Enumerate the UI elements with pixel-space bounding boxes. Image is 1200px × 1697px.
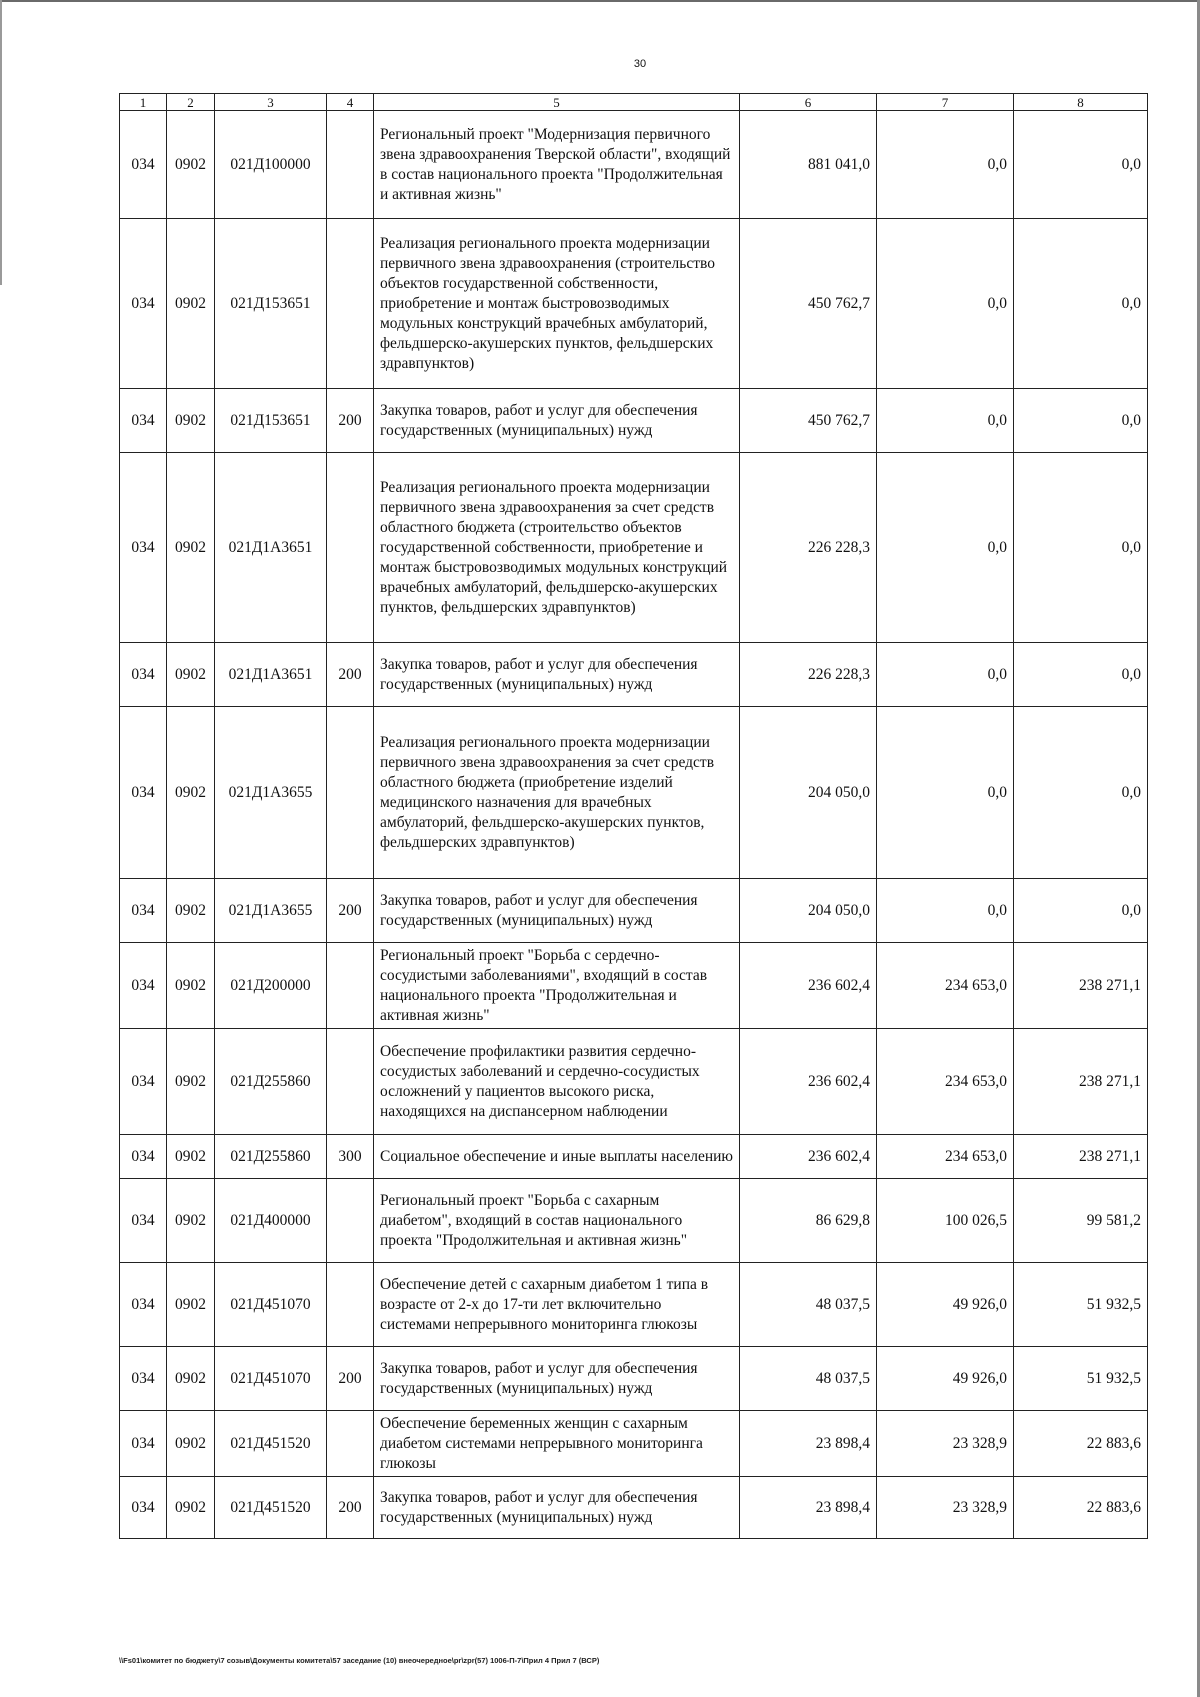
table-row xyxy=(120,943,1148,1029)
cell-amount-col7: 23 328,9 xyxy=(877,1411,1014,1477)
header-col-8: 8 xyxy=(1014,94,1148,111)
table-row xyxy=(120,111,1148,219)
cell-amount-col8: 238 271,1 xyxy=(1014,1135,1148,1179)
cell-target-code: 021Д1А3651 xyxy=(215,453,327,643)
cell-admin-code: 034 xyxy=(120,643,167,707)
cell-target-code: 021Д255860 xyxy=(215,1029,327,1135)
cell-amount-col6: 450 762,7 xyxy=(740,219,877,389)
cell-admin-code: 034 xyxy=(120,1263,167,1347)
cell-description: Реализация регионального проекта модернизации первичного звена здравоохранения (строительство объектов государственной собственности, приобретение и монтаж быстровозводимых модульных конструкций врачебных амбулаторий, фельдшерско-акушерских пунктов, фельдшерских здравпунктов) xyxy=(374,219,740,389)
cell-target-code: 021Д1А3651 xyxy=(215,643,327,707)
cell-section-code: 0902 xyxy=(167,643,215,707)
cell-expense-type: 200 xyxy=(327,1477,374,1539)
cell-amount-col7: 49 926,0 xyxy=(877,1263,1014,1347)
table-row xyxy=(120,1347,1148,1411)
cell-amount-col6: 226 228,3 xyxy=(740,453,877,643)
cell-expense-type: 200 xyxy=(327,389,374,453)
cell-target-code: 021Д451520 xyxy=(215,1411,327,1477)
table-row xyxy=(120,1179,1148,1263)
cell-section-code: 0902 xyxy=(167,1347,215,1411)
cell-expense-type xyxy=(327,707,374,879)
table-row xyxy=(120,1029,1148,1135)
cell-amount-col6: 23 898,4 xyxy=(740,1411,877,1477)
cell-amount-col6: 236 602,4 xyxy=(740,943,877,1029)
cell-description: Региональный проект "Борьба с сердечно-сосудистыми заболеваниями", входящий в состав национального проекта "Продолжительная и активная жизнь" xyxy=(374,943,740,1029)
cell-section-code: 0902 xyxy=(167,943,215,1029)
cell-amount-col7: 23 328,9 xyxy=(877,1477,1014,1539)
header-col-1: 1 xyxy=(120,94,167,111)
table-row xyxy=(120,1411,1148,1477)
scan-top-border xyxy=(0,0,1200,2)
cell-target-code: 021Д100000 xyxy=(215,111,327,219)
cell-admin-code: 034 xyxy=(120,1477,167,1539)
cell-amount-col7: 0,0 xyxy=(877,707,1014,879)
cell-amount-col6: 86 629,8 xyxy=(740,1179,877,1263)
cell-description: Закупка товаров, работ и услуг для обеспечения государственных (муниципальных) нужд xyxy=(374,389,740,453)
table-row xyxy=(120,1477,1148,1539)
cell-section-code: 0902 xyxy=(167,1411,215,1477)
cell-description: Обеспечение профилактики развития сердечно-сосудистых заболеваний и сердечно-сосудистых осложнений у пациентов высокого риска, находящихся на диспансерном наблюдении xyxy=(374,1029,740,1135)
table-row xyxy=(120,1135,1148,1179)
cell-amount-col7: 0,0 xyxy=(877,453,1014,643)
cell-description: Социальное обеспечение и иные выплаты населению xyxy=(374,1135,740,1179)
cell-admin-code: 034 xyxy=(120,219,167,389)
table-row xyxy=(120,389,1148,453)
cell-description: Обеспечение детей с сахарным диабетом 1 типа в возрасте от 2-х до 17-ти лет включительно системами непрерывного мониторинга глюкозы xyxy=(374,1263,740,1347)
cell-amount-col7: 234 653,0 xyxy=(877,1029,1014,1135)
cell-amount-col7: 100 026,5 xyxy=(877,1179,1014,1263)
cell-target-code: 021Д451070 xyxy=(215,1263,327,1347)
cell-amount-col6: 48 037,5 xyxy=(740,1347,877,1411)
header-row xyxy=(120,94,1148,111)
cell-amount-col7: 234 653,0 xyxy=(877,1135,1014,1179)
cell-admin-code: 034 xyxy=(120,1029,167,1135)
cell-target-code: 021Д1А3655 xyxy=(215,707,327,879)
cell-section-code: 0902 xyxy=(167,1263,215,1347)
header-col-5: 5 xyxy=(374,94,740,111)
cell-amount-col8: 0,0 xyxy=(1014,389,1148,453)
cell-amount-col8: 0,0 xyxy=(1014,643,1148,707)
cell-amount-col7: 0,0 xyxy=(877,219,1014,389)
cell-description: Закупка товаров, работ и услуг для обеспечения государственных (муниципальных) нужд xyxy=(374,1477,740,1539)
cell-description: Закупка товаров, работ и услуг для обеспечения государственных (муниципальных) нужд xyxy=(374,643,740,707)
cell-admin-code: 034 xyxy=(120,879,167,943)
cell-target-code: 021Д153651 xyxy=(215,219,327,389)
cell-amount-col6: 881 041,0 xyxy=(740,111,877,219)
cell-admin-code: 034 xyxy=(120,707,167,879)
cell-admin-code: 034 xyxy=(120,1135,167,1179)
cell-expense-type: 300 xyxy=(327,1135,374,1179)
cell-amount-col7: 49 926,0 xyxy=(877,1347,1014,1411)
table-row xyxy=(120,453,1148,643)
cell-amount-col8: 238 271,1 xyxy=(1014,1029,1148,1135)
cell-expense-type xyxy=(327,1263,374,1347)
cell-amount-col6: 450 762,7 xyxy=(740,389,877,453)
cell-section-code: 0902 xyxy=(167,111,215,219)
cell-amount-col7: 0,0 xyxy=(877,643,1014,707)
table-row xyxy=(120,1263,1148,1347)
cell-admin-code: 034 xyxy=(120,943,167,1029)
cell-amount-col8: 0,0 xyxy=(1014,111,1148,219)
cell-amount-col8: 22 883,6 xyxy=(1014,1477,1148,1539)
cell-target-code: 021Д451070 xyxy=(215,1347,327,1411)
cell-target-code: 021Д451520 xyxy=(215,1477,327,1539)
header-col-2: 2 xyxy=(167,94,215,111)
table-row xyxy=(120,219,1148,389)
cell-section-code: 0902 xyxy=(167,219,215,389)
table-row xyxy=(120,707,1148,879)
page-number: 30 xyxy=(633,58,647,70)
table-row xyxy=(120,643,1148,707)
cell-amount-col8: 51 932,5 xyxy=(1014,1263,1148,1347)
table-row xyxy=(120,879,1148,943)
cell-admin-code: 034 xyxy=(120,1411,167,1477)
cell-section-code: 0902 xyxy=(167,1029,215,1135)
cell-expense-type: 200 xyxy=(327,879,374,943)
cell-amount-col6: 236 602,4 xyxy=(740,1135,877,1179)
budget-table xyxy=(119,93,1148,1539)
cell-admin-code: 034 xyxy=(120,389,167,453)
cell-amount-col7: 234 653,0 xyxy=(877,943,1014,1029)
cell-amount-col8: 0,0 xyxy=(1014,707,1148,879)
cell-expense-type xyxy=(327,1411,374,1477)
cell-amount-col8: 0,0 xyxy=(1014,879,1148,943)
cell-amount-col6: 23 898,4 xyxy=(740,1477,877,1539)
cell-expense-type xyxy=(327,943,374,1029)
cell-amount-col7: 0,0 xyxy=(877,111,1014,219)
cell-section-code: 0902 xyxy=(167,1477,215,1539)
header-col-6: 6 xyxy=(740,94,877,111)
cell-expense-type: 200 xyxy=(327,643,374,707)
cell-amount-col6: 204 050,0 xyxy=(740,707,877,879)
cell-section-code: 0902 xyxy=(167,453,215,643)
cell-target-code: 021Д255860 xyxy=(215,1135,327,1179)
cell-section-code: 0902 xyxy=(167,389,215,453)
header-col-3: 3 xyxy=(215,94,327,111)
cell-expense-type xyxy=(327,111,374,219)
header-col-7: 7 xyxy=(877,94,1014,111)
cell-amount-col8: 22 883,6 xyxy=(1014,1411,1148,1477)
cell-section-code: 0902 xyxy=(167,1135,215,1179)
cell-description: Закупка товаров, работ и услуг для обеспечения государственных (муниципальных) нужд xyxy=(374,1347,740,1411)
cell-description: Реализация регионального проекта модернизации первичного звена здравоохранения за счет средств областного бюджета (строительство объектов государственной собственности, приобретение и монтаж быстровозводимых модульных конструкций врачебных амбулаторий, фельдшерско-акушерских пунктов, фельдшерских здравпунктов) xyxy=(374,453,740,643)
cell-target-code: 021Д1А3655 xyxy=(215,879,327,943)
cell-expense-type xyxy=(327,1029,374,1135)
cell-description: Региональный проект "Модернизация первичного звена здравоохранения Тверской области", входящий в состав национального проекта "Продолжительная и активная жизнь" xyxy=(374,111,740,219)
cell-section-code: 0902 xyxy=(167,879,215,943)
cell-amount-col8: 238 271,1 xyxy=(1014,943,1148,1029)
cell-target-code: 021Д400000 xyxy=(215,1179,327,1263)
cell-amount-col7: 0,0 xyxy=(877,879,1014,943)
cell-target-code: 021Д200000 xyxy=(215,943,327,1029)
cell-admin-code: 034 xyxy=(120,1347,167,1411)
cell-section-code: 0902 xyxy=(167,707,215,879)
cell-amount-col6: 48 037,5 xyxy=(740,1263,877,1347)
cell-amount-col8: 0,0 xyxy=(1014,453,1148,643)
cell-amount-col8: 51 932,5 xyxy=(1014,1347,1148,1411)
cell-amount-col6: 204 050,0 xyxy=(740,879,877,943)
cell-expense-type xyxy=(327,1179,374,1263)
footer-file-path: \\Fs01\комитет по бюджету\7 созыв\Документы комитета\57 заседание (10) внеочередное\pr\zpr(57) 1006-П-7\Прил 4 Прил 7 (ВСР) xyxy=(119,1656,600,1665)
cell-admin-code: 034 xyxy=(120,111,167,219)
cell-target-code: 021Д153651 xyxy=(215,389,327,453)
cell-amount-col8: 99 581,2 xyxy=(1014,1179,1148,1263)
cell-description: Обеспечение беременных женщин с сахарным диабетом системами непрерывного мониторинга глюкозы xyxy=(374,1411,740,1477)
cell-admin-code: 034 xyxy=(120,453,167,643)
header-col-4: 4 xyxy=(327,94,374,111)
cell-amount-col8: 0,0 xyxy=(1014,219,1148,389)
cell-expense-type: 200 xyxy=(327,1347,374,1411)
cell-description: Региональный проект "Борьба с сахарным диабетом", входящий в состав национального проекта "Продолжительная и активная жизнь" xyxy=(374,1179,740,1263)
cell-expense-type xyxy=(327,453,374,643)
cell-section-code: 0902 xyxy=(167,1179,215,1263)
cell-admin-code: 034 xyxy=(120,1179,167,1263)
cell-description: Закупка товаров, работ и услуг для обеспечения государственных (муниципальных) нужд xyxy=(374,879,740,943)
scan-left-edge xyxy=(0,0,2,285)
cell-amount-col6: 236 602,4 xyxy=(740,1029,877,1135)
cell-description: Реализация регионального проекта модернизации первичного звена здравоохранения за счет средств областного бюджета (приобретение изделий медицинского назначения для врачебных амбулаторий, фельдшерско-акушерских пунктов, фельдшерских здравпунктов) xyxy=(374,707,740,879)
cell-amount-col7: 0,0 xyxy=(877,389,1014,453)
cell-amount-col6: 226 228,3 xyxy=(740,643,877,707)
cell-expense-type xyxy=(327,219,374,389)
